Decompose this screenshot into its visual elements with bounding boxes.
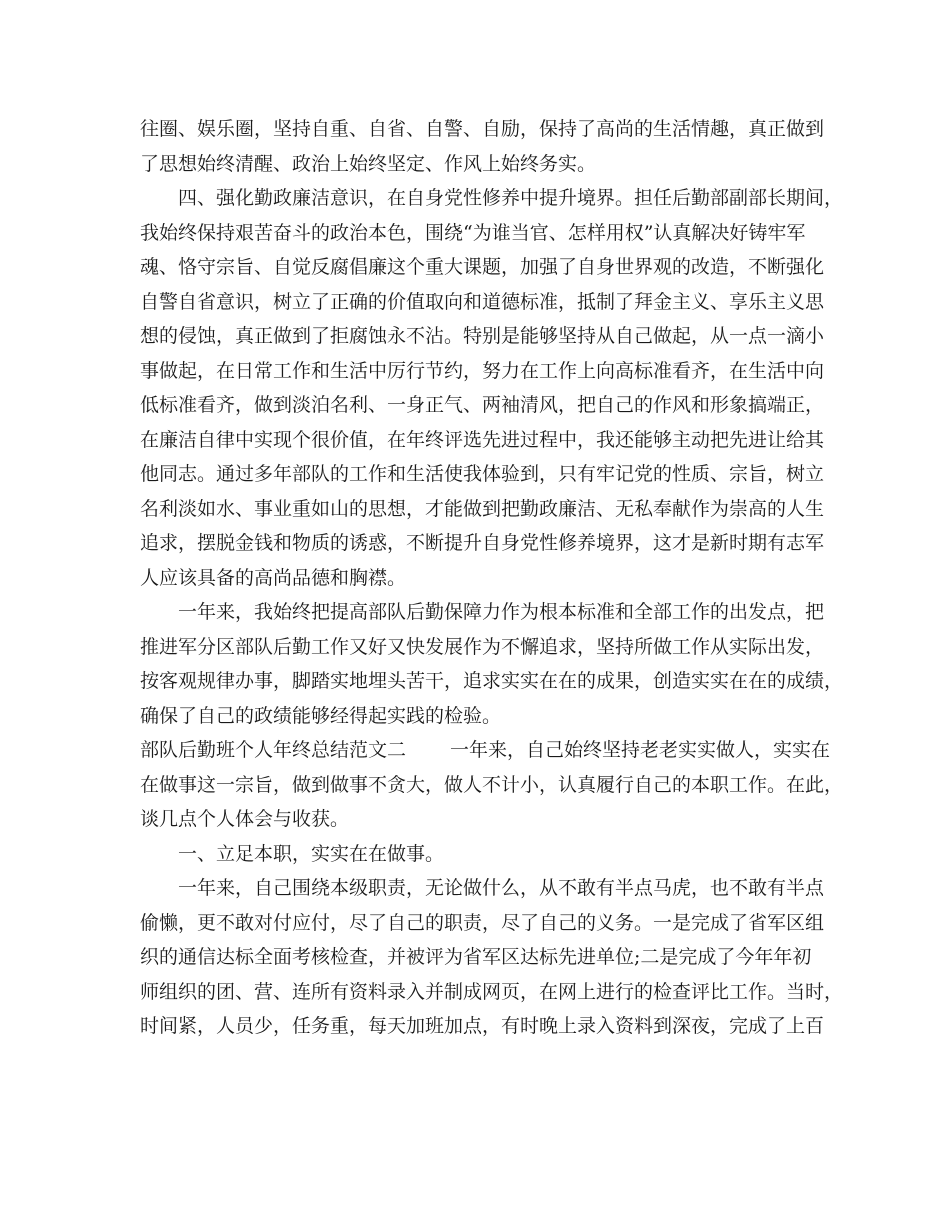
text-line: 一年来，我始终把提高部队后勤保障力作为根本标准和全部工作的出发点，把	[178, 601, 825, 623]
text-line: 偷懒，更不敢对付应付，尽了自己的职责，尽了自己的义务。一是完成了省军区组	[140, 911, 825, 934]
text-line: 往圈、娱乐圈，坚持自重、自省、自警、自励，保持了高尚的生活情趣，真正做到	[140, 118, 825, 140]
text-line: 谈几点个人体会与收获。	[140, 808, 350, 830]
text-line: 他同志。通过多年部队的工作和生活使我体验到，只有牢记党的性质、宗旨，树立	[140, 463, 825, 485]
text-line: 在廉洁自律中实现个很价值，在年终评选先进过程中，我还能够主动把先进让给其	[140, 428, 825, 451]
text-line: 低标准看齐，做到淡泊名利、一身正气、两袖清风，把自己的作风和形象搞端正，	[140, 394, 825, 416]
text-line: 事做起，在日常工作和生活中厉行节约，努力在工作上向高标准看齐，在生活中向	[140, 359, 825, 382]
text-line: 在做事这一宗旨，做到做事不贪大，做人不计小，认真履行自己的本职工作。在此，	[140, 773, 844, 796]
section-title: 部队后勤班个人年终总结范文二	[140, 739, 407, 761]
text-line: 自警自省意识，树立了正确的价值取向和道德标准，抵制了拜金主义、享乐主义思	[140, 290, 825, 313]
text-line: 人应该具备的高尚品德和胸襟。	[140, 566, 407, 589]
text-line: 四、强化勤政廉洁意识，在自身党性修养中提升境界。担任后勤部副部长期间，	[178, 187, 844, 209]
text-line: 时间紧，人员少，任务重，每天加班加点，有时晚上录入资料到深夜，完成了上百	[140, 1015, 825, 1037]
text-line: 一、立足本职，实实在在做事。	[178, 842, 445, 865]
section-intro: 一年来，自己始终坚持老老实实做人，实实在	[450, 739, 831, 761]
text-line: 魂、恪守宗旨、自觉反腐倡廉这个重大课题，加强了自身世界观的改造，不断强化	[140, 256, 825, 278]
text-line: 推进军分区部队后勤工作又好又快发展作为不懈追求，坚持所做工作从实际出发，	[140, 635, 825, 658]
text-line: 名利淡如水、事业重如山的思想，才能做到把勤政廉洁、无私奉献作为崇高的人生	[140, 497, 825, 520]
text-line: 我始终保持艰苦奋斗的政治本色，围绕“为谁当官、怎样用权”认真解决好铸牢军	[140, 221, 806, 244]
text-line: 一年来，自己围绕本级职责，无论做什么，从不敢有半点马虎，也不敢有半点	[178, 877, 825, 899]
text-line: 织的通信达标全面考核检查，并被评为省军区达标先进单位;二是完成了今年年初	[140, 946, 812, 968]
text-line: 了思想始终清醒、政治上始终坚定、作风上始终务实。	[140, 152, 597, 175]
section-title-line	[140, 733, 831, 768]
text-line: 追求，摆脱金钱和物质的诱惑，不断提升自身党性修养境界，这才是新时期有志军	[140, 532, 825, 554]
text-line: 确保了自己的政绩能够经得起实践的检验。	[140, 704, 502, 727]
text-line: 想的侵蚀，真正做到了拒腐蚀永不沾。特别是能够坚持从自己做起，从一点一滴小	[140, 325, 825, 347]
text-line: 按客观规律办事，脚踏实地埋头苦干，追求实实在在的成果，创造实实在在的成绩，	[140, 670, 844, 692]
text-line: 师组织的团、营、连所有资料录入并制成网页，在网上进行的检查评比工作。当时，	[140, 980, 844, 1003]
document-body	[140, 112, 844, 1044]
